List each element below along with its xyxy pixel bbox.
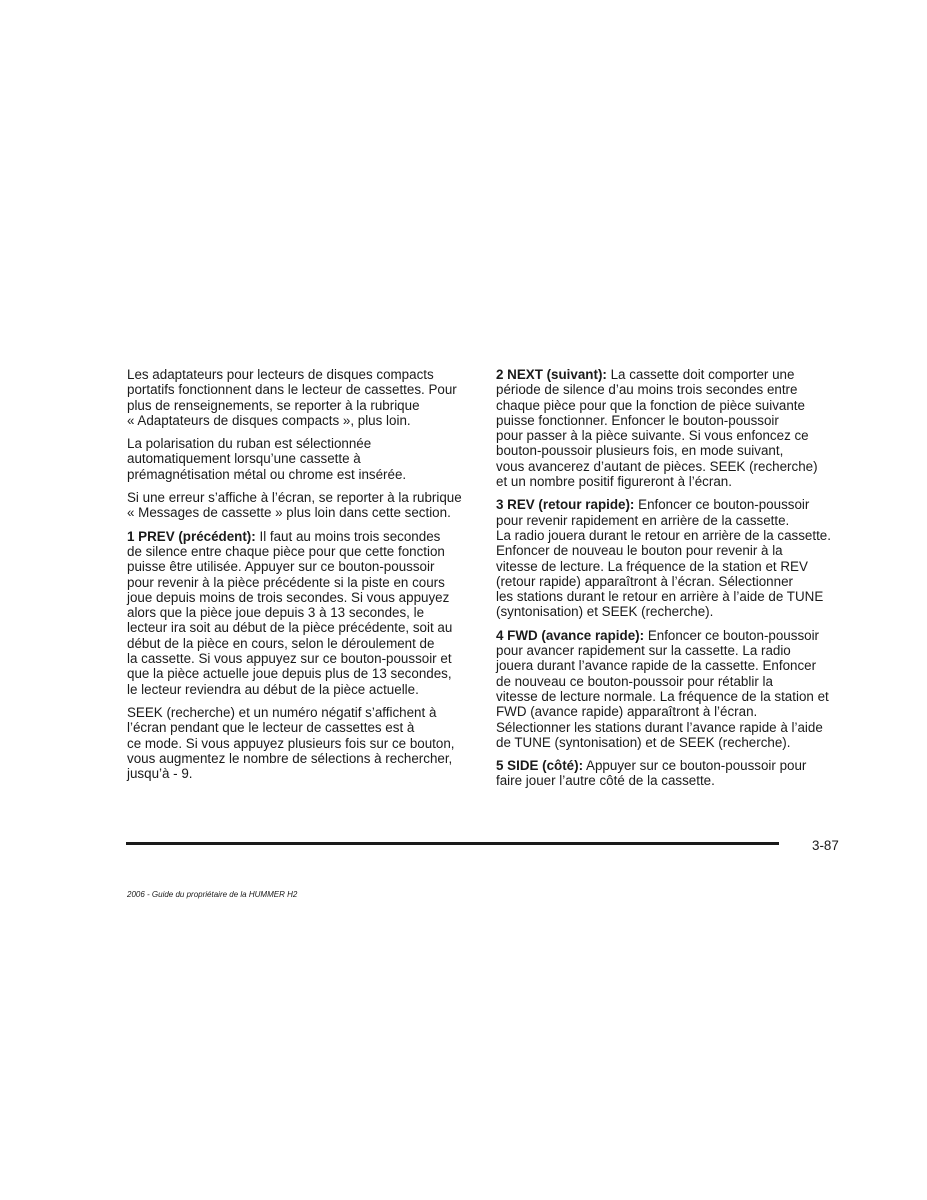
text-line: vous augmentez le nombre de sélections à rechercher, [127, 750, 453, 766]
text-line: de nouveau ce bouton-poussoir pour rétablir la [496, 673, 773, 689]
text-run: Enfoncer ce bouton-poussoir [638, 497, 810, 513]
text-line: plus de renseignements, se reporter à la rubrique [127, 397, 420, 413]
text-line [496, 758, 846, 773]
paragraph-side [496, 758, 846, 789]
text-line [496, 497, 846, 512]
text-line: vitesse de lecture. La fréquence de la station et REV [496, 558, 808, 574]
text-line: pour revenir à la pièce précédente si la piste en cours [127, 574, 445, 590]
text-line: vitesse de lecture normale. La fréquence de la station et [496, 688, 829, 704]
term-next: 2 NEXT (suivant): [496, 367, 607, 382]
text-line: le lecteur reviendra au début de la pièce actuelle. [127, 681, 419, 697]
text-line: « Adaptateurs de disques compacts », plus loin. [127, 412, 411, 428]
text-line: Sélectionner les stations durant l’avance rapide à l’aide [496, 719, 823, 735]
text-line: Les adaptateurs pour lecteurs de disques compacts [127, 367, 434, 382]
text-line: l’écran pendant que le lecteur de cassettes est à [127, 720, 415, 736]
text-line: période de silence d’au moins trois secondes entre [496, 382, 798, 398]
text-line: les stations durant le retour en arrière à l’aide de TUNE [496, 589, 824, 605]
footer-rule [126, 842, 779, 845]
text-line: portatifs fonctionnent dans le lecteur de cassettes. Pour [127, 382, 457, 398]
text-line: La polarisation du ruban est sélectionnée [127, 436, 372, 452]
text-line: joue depuis moins de trois secondes. Si vous appuyez [127, 589, 450, 605]
text-line: de TUNE (syntonisation) et de SEEK (recherche). [496, 734, 791, 750]
text-line: pour revenir rapidement en arrière de la cassette. [496, 512, 790, 528]
paragraph-cd-adapters [127, 367, 479, 428]
text-line [496, 628, 846, 643]
term-prev: 1 PREV (précédent): [127, 528, 256, 544]
right-column [496, 367, 846, 797]
text-line: automatiquement lorsqu’une cassette à [127, 451, 361, 467]
footer-text: 2006 - Guide du propriétaire de la HUMMER H2 [127, 890, 298, 899]
text-line: (retour rapide) apparaîtront à l’écran. Sélectionner [496, 573, 793, 589]
text-line: lecteur ira soit au début de la pièce précédente, soit au [127, 620, 453, 636]
text-line: puisse fonctionner. Enfoncer le bouton-poussoir [496, 412, 779, 428]
text-line: « Messages de cassette » plus loin dans cette section. [127, 505, 451, 521]
text-line [127, 529, 479, 544]
text-line: SEEK (recherche) et un numéro négatif s’affichent à [127, 704, 437, 720]
text-line: Enfoncer de nouveau le bouton pour revenir à la [496, 543, 783, 559]
left-column [127, 367, 479, 789]
text-line: prémagnétisation métal ou chrome est insérée. [127, 466, 407, 482]
term-side: 5 SIDE (côté): [496, 758, 584, 774]
text-line: que la pièce actuelle joue depuis plus de 13 secondes, [127, 666, 452, 682]
text-line: bouton-poussoir plusieurs fois, en mode suivant, [496, 443, 784, 459]
text-line: début de la pièce en cours, selon le déroulement de [127, 635, 435, 651]
text-run: La cassette doit comporter une [610, 367, 795, 382]
text-run: Appuyer sur ce bouton-poussoir pour [586, 758, 807, 774]
text-line: et un nombre positif figureront à l’écran. [496, 474, 732, 490]
text-line: chaque pièce pour que la fonction de pièce suivante [496, 397, 805, 413]
text-line: (syntonisation) et SEEK (recherche). [496, 604, 714, 620]
term-fwd: 4 FWD (avance rapide): [496, 627, 645, 643]
text-line: ce mode. Si vous appuyez plusieurs fois sur ce bouton, [127, 735, 455, 751]
text-line: de silence entre chaque pièce pour que cette fonction [127, 543, 445, 559]
term-rev: 3 REV (retour rapide): [496, 497, 635, 513]
page-number: 3-87 [812, 838, 839, 853]
text-run: Enfoncer ce bouton-poussoir [647, 627, 820, 643]
paragraph-rev [496, 497, 846, 619]
paragraph-tape-bias [127, 436, 479, 482]
text-line: pour avancer rapidement sur la cassette. La radio [496, 643, 791, 659]
text-line: FWD (avance rapide) apparaîtront à l’écran. [496, 704, 758, 720]
text-line [496, 367, 846, 382]
text-line: jouera durant l’avance rapide de la cassette. Enfoncer [496, 658, 817, 674]
text-line: La radio jouera durant le retour en arrière de la cassette. [496, 527, 831, 543]
text-line: vous avancerez d’autant de pièces. SEEK (recherche) [496, 458, 818, 474]
paragraph-fwd [496, 628, 846, 750]
paragraph-seek-negative [127, 705, 479, 781]
text-line: alors que la pièce joue depuis 3 à 13 secondes, le [127, 605, 425, 621]
text-run: Il faut au moins trois secondes [259, 528, 441, 544]
text-line: pour passer à la pièce suivante. Si vous enfoncez ce [496, 428, 809, 444]
paragraph-error-message [127, 490, 479, 521]
text-line: jusqu’à - 9. [127, 766, 193, 782]
text-line: puisse être utilisée. Appuyer sur ce bouton-poussoir [127, 559, 435, 575]
paragraph-next [496, 367, 846, 489]
text-line: faire jouer l’autre côté de la cassette. [496, 773, 715, 789]
text-line: la cassette. Si vous appuyez sur ce bouton-poussoir et [127, 651, 452, 667]
paragraph-prev [127, 529, 479, 697]
text-line: Si une erreur s’affiche à l’écran, se reporter à la rubrique [127, 490, 462, 506]
